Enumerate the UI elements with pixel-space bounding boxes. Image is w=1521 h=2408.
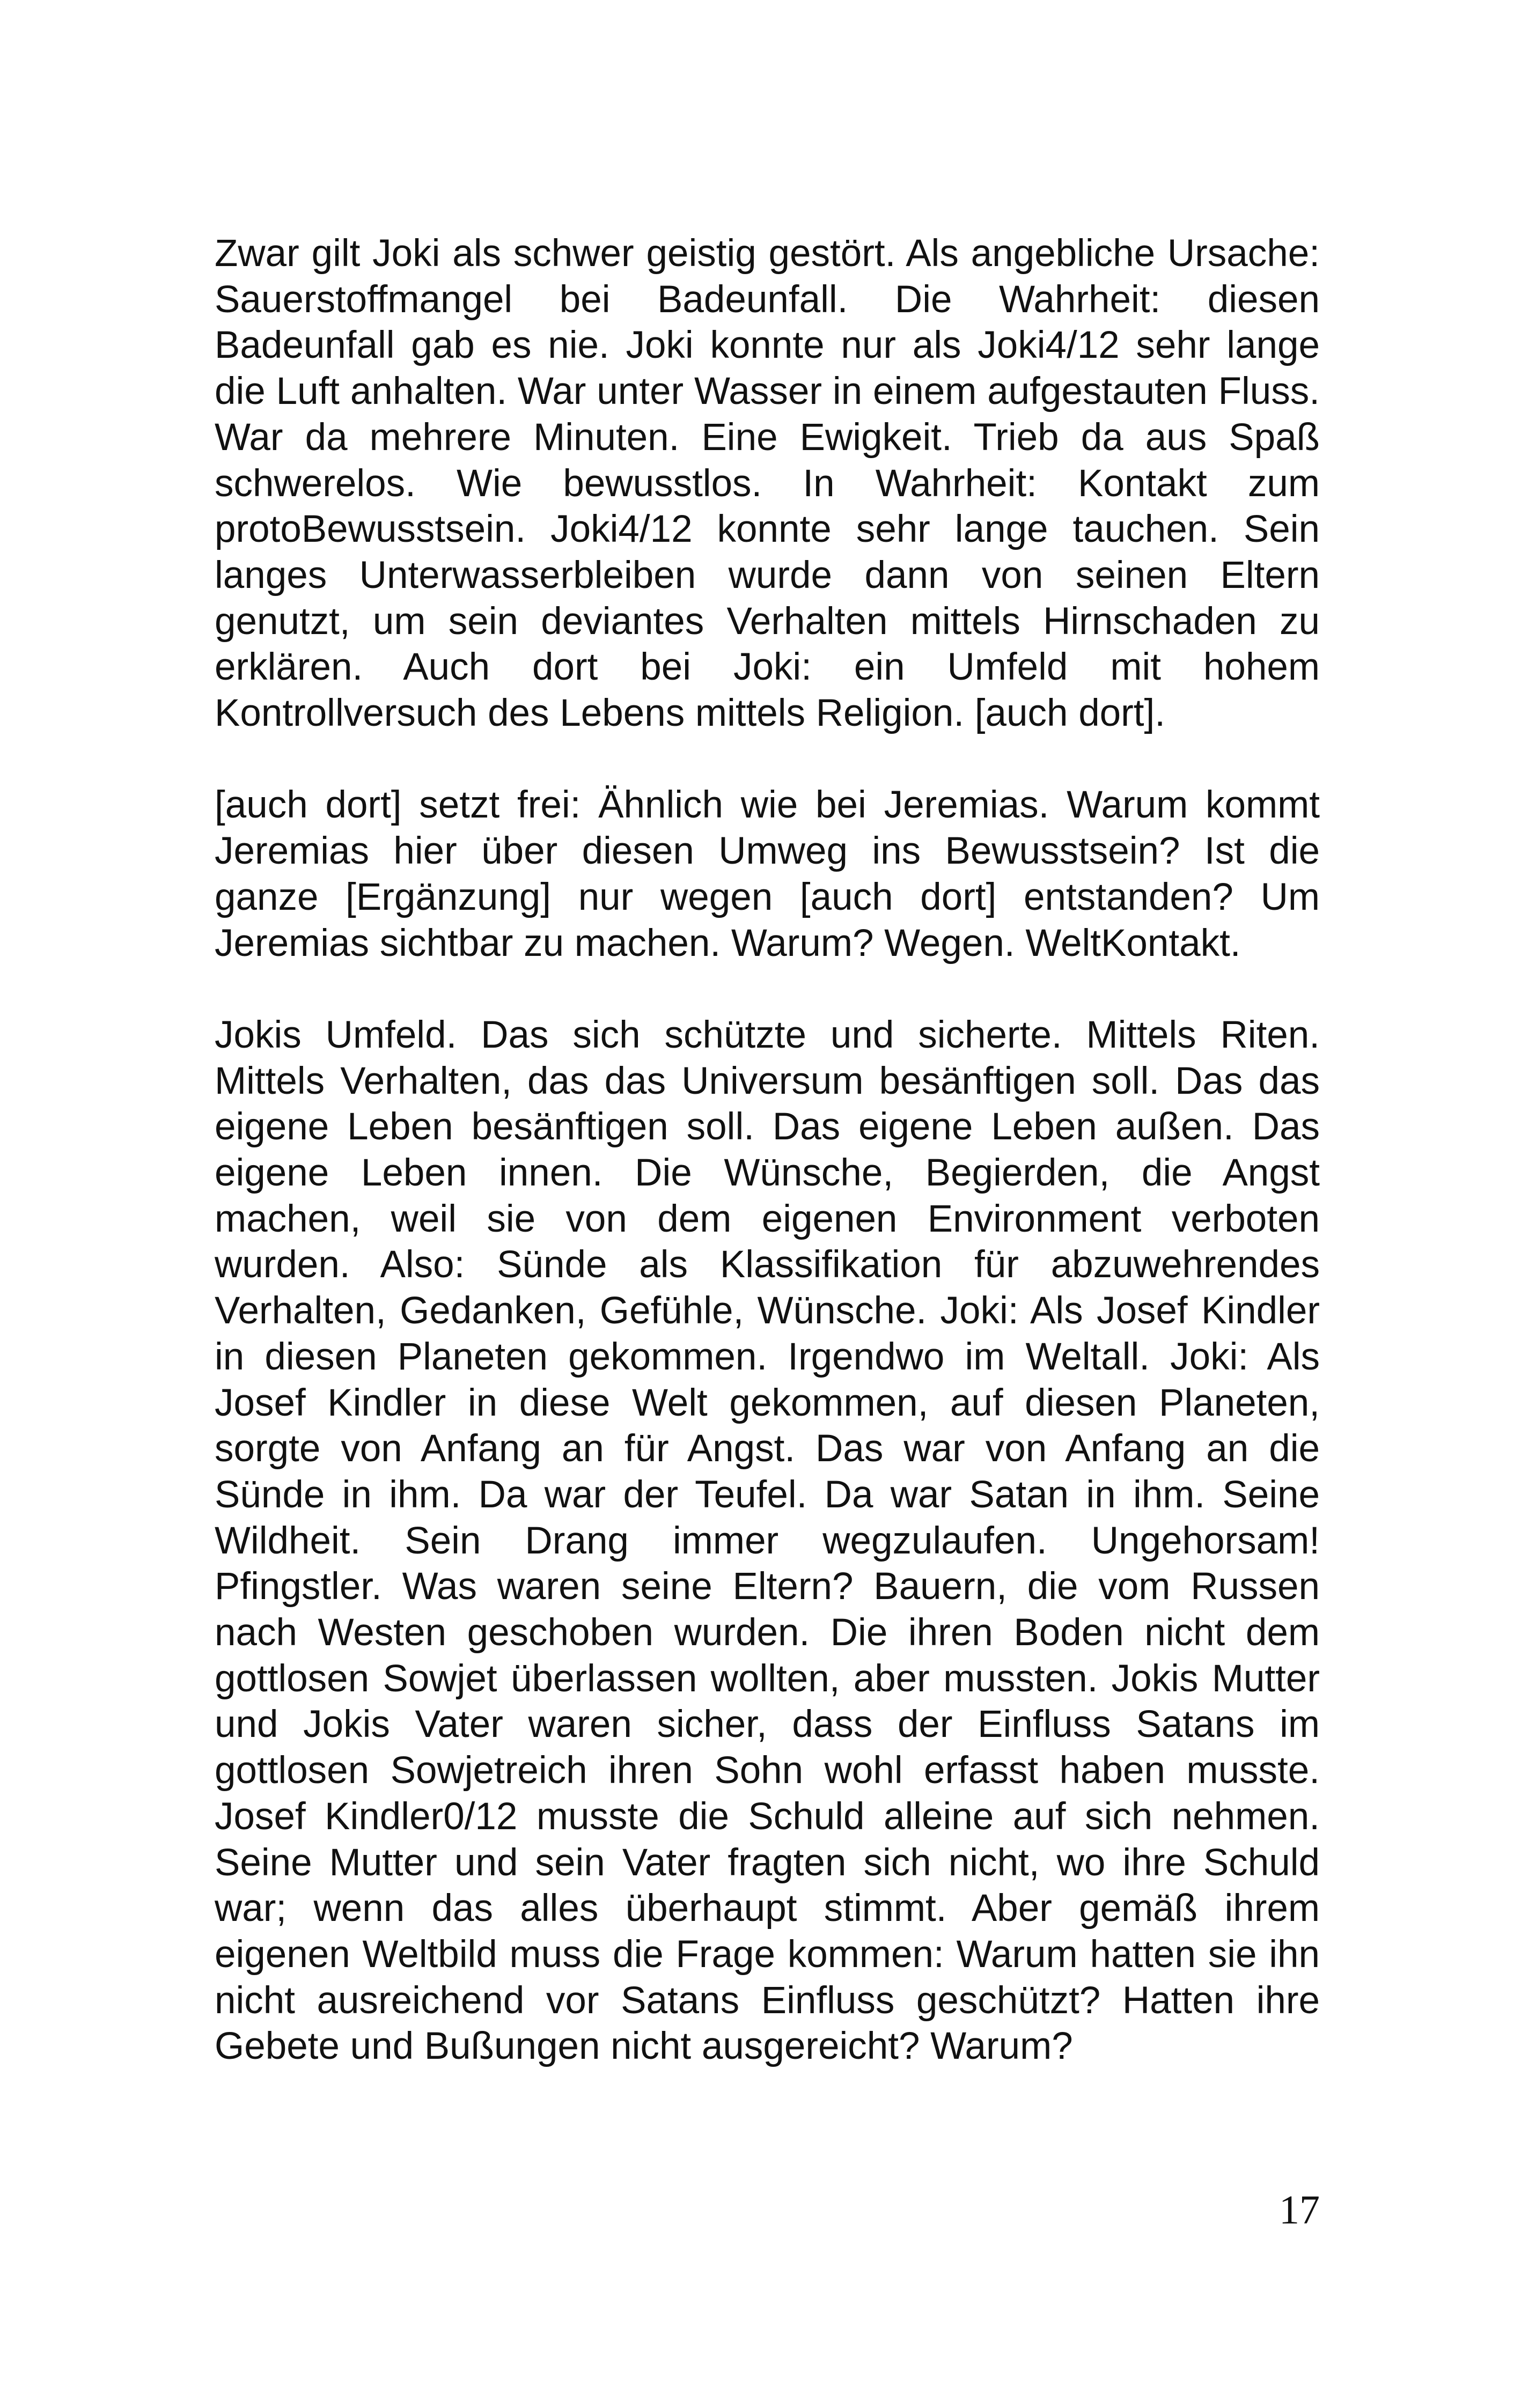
body-text [215, 231, 1320, 2070]
paragraph-2: [auch dort] setzt frei: Ähnlich wie bei Jeremias. Warum kommt Jeremias hier über diesen Umweg ins Bewusstsein? Ist die ganze [Ergänzung] nur wegen [auch dort] entstanden? Um Jeremias sichtbar zu machen. Warum? Wegen. WeltKontakt. [215, 784, 1320, 964]
paragraph-1: Zwar gilt Joki als schwer geistig gestört. Als angebliche Ursache: Sauerstoffmangel bei Badeunfall. Die Wahrheit: diesen Badeunfall gab es nie. Joki konnte nur als Joki4/12 sehr lange die Luft anhalten. War unter Wasser in einem aufgestauten Fluss. War da mehrere Minuten. Eine Ewigkeit. Trieb da aus Spaß schwerelos. Wie bewusstlos. In Wahrheit: Kontakt zum protoBewusstsein. Joki4/12 konnte sehr lange tauchen. Sein langes Unterwasserbleiben wurde dann von seinen Eltern genutzt, um sein deviantes Verhalten mittels Hirnschaden zu erklären. Auch dort bei Joki: ein Umfeld mit hohem Kontrollversuch des Lebens mittels Religion. [auch dort]. [215, 232, 1320, 735]
page-number: 17 [1279, 2188, 1320, 2233]
paragraph-3: Jokis Umfeld. Das sich schützte und sicherte. Mittels Riten. Mittels Verhalten, das das Universum besänftigen soll. Das das eigene Leben besänftigen soll. Das eigene Leben außen. Das eigene Leben innen. Die Wünsche, Begierden, die Angst machen, weil sie von dem eigenen Environment verboten wurden. Also: Sünde als Klassifikation für abzuwehrendes Verhalten, Gedanken, Gefühle, Wünsche. Joki: Als Josef Kindler in diesen Planeten gekommen. Irgendwo im Weltall. Joki: Als Josef Kindler in diese Welt gekommen, auf diesen Planeten, sorgte von Anfang an für Angst. Das war von Anfang an die Sünde in ihm. Da war der Teufel. Da war Satan in ihm. Seine Wildheit. Sein Drang immer wegzulaufen. Ungehorsam! Pfingstler. Was waren seine Eltern? Bauern, die vom Russen nach Westen geschoben wurden. Die ihren Boden nicht dem gottlosen Sowjet überlassen wollten, aber mussten. Jokis Mutter und Jokis Vater waren sicher, dass der Einfluss Satans im gottlosen Sowjetreich ihren Sohn wohl erfasst haben musste. Josef Kindler0/12 musste die Schuld alleine auf sich nehmen. Seine Mutter und sein Vater fragten sich nicht, wo ihre Schuld war; wenn das alles überhaupt stimmt. Aber gemäß ihrem eigenen Weltbild muss die Frage kommen: Warum hatten sie ihn nicht ausreichend vor Satans Einfluss geschützt? Hatten ihre Gebete und Bußungen nicht ausgereicht? Warum? [215, 1013, 1320, 2068]
